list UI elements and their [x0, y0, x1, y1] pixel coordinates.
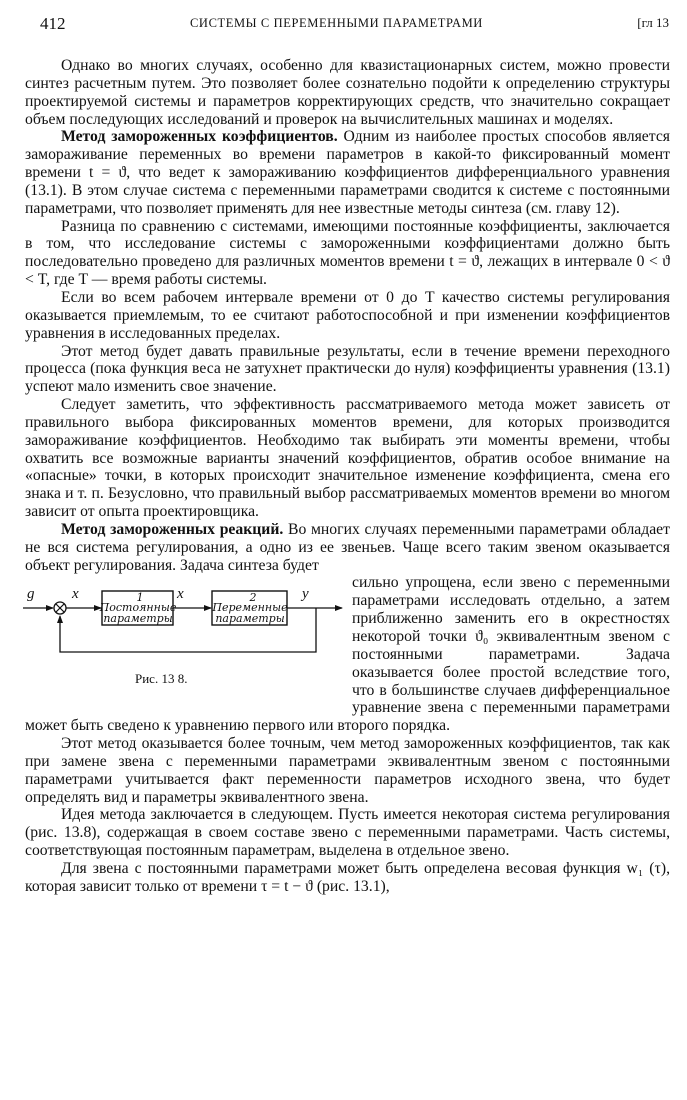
block-2-number: 2	[249, 591, 257, 605]
paragraph-11-text: Для звена с постоянными параметрами может быть определена весовая функция w₁ (τ), которая зависит только от времени τ = t − ϑ (рис. 13.1),	[25, 859, 670, 895]
paragraph-1-text: Однако во многих случаях, особенно для квазистационарных систем, можно провести синтез расчетным путем. Это позволяет более сознательно подойти к определению структуры проектируемой системы и параметров корректирующих средств, что значительно сокращает объем последующих исследований и проверок на вычислительных машинах и моделях.	[25, 57, 670, 128]
paragraph-9	[25, 735, 670, 806]
input-signal-label: g	[27, 586, 35, 603]
running-title: СИСТЕМЫ С ПЕРЕМЕННЫМИ ПАРАМЕТРАМИ	[190, 16, 483, 30]
paragraph-6	[25, 396, 670, 521]
paragraph-10-text: Идея метода заключается в следующем. Пусть имеется некоторая система регулирования (рис. 13.8), содержащая в своем составе звено с переменными параметрами. Часть системы, соответствующая постоянным параметрам, выделена в отдельное звено.	[25, 806, 670, 860]
block-2-line-2: параметры	[215, 612, 285, 626]
block-2-line-1: Переменные	[212, 601, 288, 615]
block-constant-parameters	[99, 591, 177, 625]
paragraph-7-text: Во многих случаях переменными параметрами обладает не вся система регулирования, а одно из ее звеньев. Чаще всего таким звеном оказывается объект регулирования. Задача синтеза будет	[25, 520, 671, 574]
paragraph-6-text: Следует заметить, что эффективность рассматриваемого метода может зависеть от правильного выбора фиксированных моментов времени, для которых производится замораживание коэффициентов. Необходимо так выбирать эти моменты времени, чтобы охватить все возможные варианты значений коэффициентов, обратив особое внимание на «опасные» точки, в которых происходит значительное изменение коэффициента, смена его знака и т. п. Безусловно, что правильный выбор рассматриваемых моментов времени во многом зависит от опыта проектировщика.	[25, 396, 670, 521]
block-variable-parameters	[211, 591, 288, 625]
block-1-line-1: Постоянные	[99, 601, 177, 615]
paragraph-3-text: Разница по сравнению с системами, имеющими постоянные коэффициенты, заключается в том, что исследование системы с замороженными коэффициентами должно быть последовательно проведено для различных моментов времени t = ϑ, лежащих в интервале 0 < ϑ < T, где T — время работы системы.	[25, 217, 670, 289]
paragraph-4-text: Если во всем рабочем интервале времени от 0 до T качество системы регулирования оказывается приемлемым, то ее считают работоспособной и при изменении коэффициентов уравнения в исследованных пределах.	[25, 288, 670, 342]
paragraph-3	[25, 218, 670, 289]
paragraph-8-text: сильно упрощена, если звено с переменными параметрами исследовать отдельно, а затем приближенно заменить его в окрестностях некоторой точки ϑ₀ эквивалентным звеном с постоянными параметрами. Задача оказывается более простой вследствие того, что в большинстве случаев дифференциальное уравнение звена с переменными параметрами может быть сведено к уравнению первого или второго порядка.	[25, 574, 670, 735]
page-number: 412	[40, 14, 66, 33]
middle-signal-label: x	[177, 586, 184, 603]
block-diagram	[21, 582, 346, 664]
body-text	[25, 57, 670, 896]
block-1-line-2: параметры	[103, 612, 173, 626]
error-signal-label: x	[72, 586, 79, 603]
paragraph-7	[25, 521, 670, 575]
summing-junction	[54, 602, 66, 614]
output-signal-label: y	[302, 586, 309, 603]
section-heading-frozen-coefficients: Метод замороженных коэффициентов.	[61, 128, 338, 146]
running-head	[40, 14, 669, 36]
paragraph-1	[25, 57, 670, 128]
paragraph-5	[25, 343, 670, 397]
paragraph-2-text: Одним из наиболее простых способов является замораживание переменных во времени параметров в какой-то фиксированный момент времени t = ϑ, что ведет к замораживанию коэффициентов дифференциального уравнения (13.1). В этом случае система с переменными параметрами сводится к системе с постоянными параметрами, что позволяет применять для нее известные методы синтеза (см. главу 12).	[25, 128, 670, 217]
chapter-mark: [гл 13	[637, 15, 669, 30]
paragraph-10	[25, 806, 670, 860]
paragraph-2	[25, 128, 670, 217]
section-heading-frozen-reactions: Метод замороженных реакций.	[61, 520, 284, 538]
figure-caption: Рис. 13 8.	[135, 671, 188, 687]
block-1-number: 1	[136, 591, 144, 605]
paragraph-5-text: Этот метод будет давать правильные результаты, если в течение времени переходного процесса (пока функция веса не затухнет практически до нуля) коэффициенты уравнения (13.1) успеют мало изменить свое значение.	[25, 342, 670, 396]
paragraph-11	[25, 860, 670, 896]
paragraph-9-text: Этот метод оказывается более точным, чем метод замороженных коэффициентов, так как при замене звена с переменными параметрами эквивалентным звеном с постоянными параметрами учитывается факт переменности параметров исходного звена, что будет определять вид и параметры эквивалентного звена.	[25, 735, 670, 806]
paragraph-4	[25, 289, 670, 343]
figure-13-8	[21, 574, 346, 699]
